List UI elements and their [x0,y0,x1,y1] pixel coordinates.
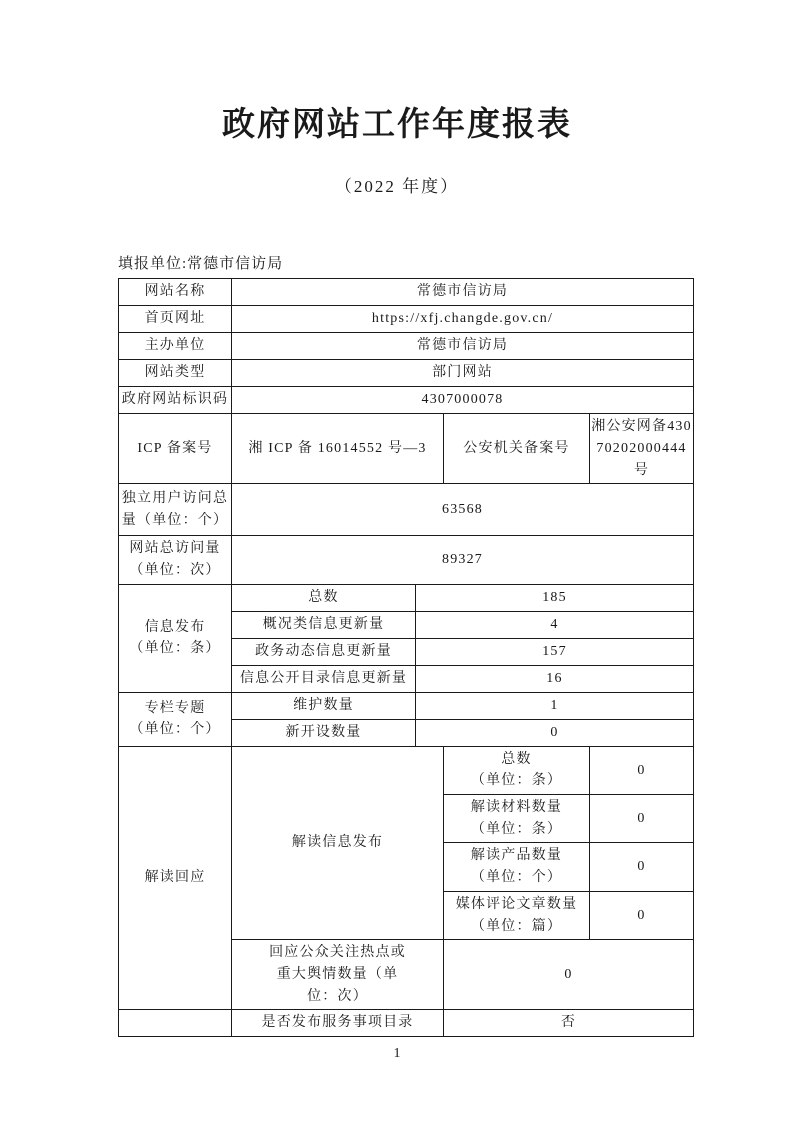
row-label: 总数 [232,584,416,611]
sub-label-text: 媒体评论文章数量 [455,896,578,912]
row-label: 网站类型 [119,360,232,387]
row-value: 157 [416,638,694,665]
sub-unit-text: （单位：个） [470,870,563,886]
row-value: 4 [416,611,694,638]
section-label-info-publish [119,584,232,692]
section-unit-text: （单位：个） [129,722,221,738]
row-label: 独立用户访问总量（单位：个） [119,484,232,536]
table-row [119,279,694,306]
row-label: 新开设数量 [232,719,416,746]
icp-number: 湘 ICP 备 16014552 号—3 [232,414,444,484]
row-value: 部门网站 [232,360,694,387]
row-value: 1 [416,692,694,719]
table-row [119,746,694,794]
row-label [444,843,590,891]
row-label: 网站总访问量（单位：次） [119,536,232,584]
section-label-text: 专栏专题 [144,700,206,716]
section-label-special-columns [119,692,232,746]
row-value: 0 [444,940,694,1010]
reporting-unit: 填报单位:常德市信访局 [118,256,284,273]
section-label-interpretation: 解读回应 [119,746,232,1010]
police-record-number: 湘公安网备43070202000444号 [590,414,694,484]
row-label: 信息公开目录信息更新量 [232,665,416,692]
row-value: 0 [590,843,694,891]
table-row [119,333,694,360]
row-label: 是否发布服务事项目录 [232,1010,444,1037]
row-value: 89327 [232,536,694,584]
icp-row [119,414,694,484]
interpret-publish-label: 解读信息发布 [232,746,444,940]
row-value: 185 [416,584,694,611]
row-value: https://xfj.changde.gov.cn/ [232,306,694,333]
row-value: 常德市信访局 [232,333,694,360]
row-value: 0 [416,719,694,746]
police-record-label: 公安机关备案号 [444,414,590,484]
row-value: 0 [590,795,694,843]
page-title: 政府网站工作年度报表 [222,105,572,142]
row-label: 主办单位 [119,333,232,360]
table-row [119,360,694,387]
table-row [119,484,694,536]
row-label: 网站名称 [119,279,232,306]
table-row [119,387,694,414]
row-label: 政务动态信息更新量 [232,638,416,665]
row-label: 政府网站标识码 [119,387,232,414]
row-label [232,940,444,1010]
row-value: 16 [416,665,694,692]
empty-cell [119,1010,232,1037]
row-value: 0 [590,746,694,794]
row-label [444,891,590,939]
row-value: 4307000078 [232,387,694,414]
response-label-text: 回应公众关注热点或重大舆情数量（单位：次） [269,945,406,1004]
row-value: 常德市信访局 [232,279,694,306]
report-table [118,278,694,1037]
section-unit-text: （单位：条） [129,641,221,657]
table-row [119,584,694,611]
row-label: 维护数量 [232,692,416,719]
sub-label-text: 解读产品数量 [470,848,563,864]
sub-unit-text: （单位：条） [470,821,563,837]
table-row [119,306,694,333]
table-row [119,692,694,719]
table-row [119,536,694,584]
row-value: 63568 [232,484,694,536]
sub-label-text: 总数 [501,751,532,767]
sub-unit-text: （单位：篇） [470,918,563,934]
row-label [444,795,590,843]
row-value: 0 [590,891,694,939]
page-number: 1 [393,1046,401,1061]
report-year: （2022 年度） [334,177,460,197]
row-label: ICP 备案号 [119,414,232,484]
row-value: 否 [444,1010,694,1037]
row-label: 概况类信息更新量 [232,611,416,638]
row-label: 首页网址 [119,306,232,333]
table-row [119,1010,694,1037]
section-label-text: 信息发布 [144,619,206,635]
sub-unit-text: （单位：条） [470,773,563,789]
row-label [444,746,590,794]
sub-label-text: 解读材料数量 [470,800,563,816]
